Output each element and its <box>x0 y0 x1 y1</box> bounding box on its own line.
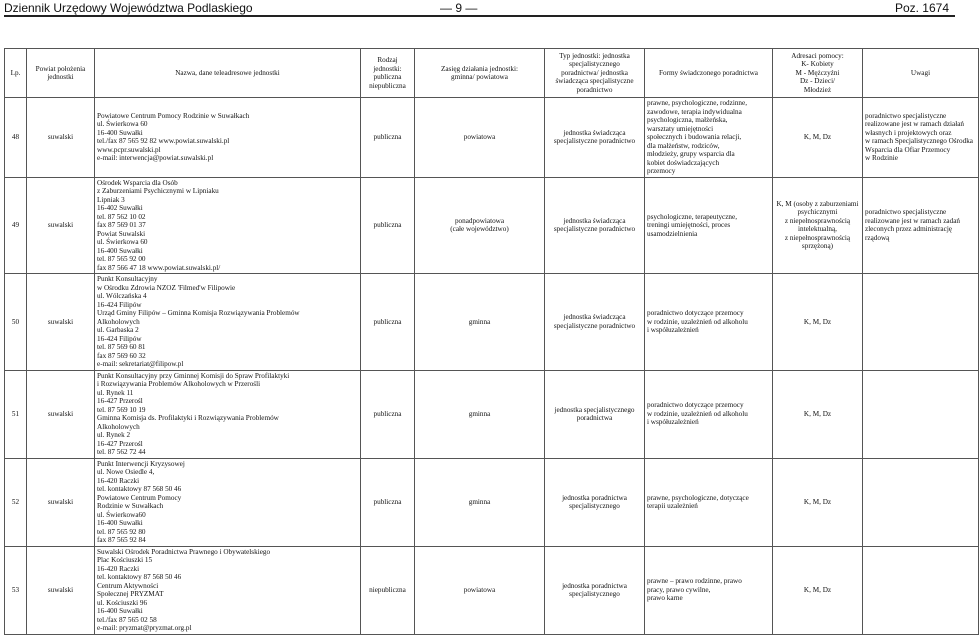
cell-typ: jednostka poradnictwa specjalistycznego <box>545 546 645 634</box>
table-row <box>5 177 979 274</box>
col-header-adresaci: Adresaci pomocy: K- Kobiety M - Mężczyźni Dz - Dzieci/ Młodzież <box>773 49 863 98</box>
cell-formy: prawne – prawo rodzinne, prawo pracy, prawo cywilne, prawo karne <box>645 546 773 634</box>
cell-uwagi <box>863 274 979 371</box>
cell-zasieg: gminna <box>415 274 545 371</box>
table-header-row <box>5 49 979 98</box>
cell-adresaci: K, M, Dz <box>773 458 863 546</box>
cell-lp: 53 <box>5 546 27 634</box>
col-header-powiat: Powiat położenia jednostki <box>27 49 95 98</box>
cell-lp: 52 <box>5 458 27 546</box>
table-row <box>5 546 979 634</box>
cell-uwagi <box>863 458 979 546</box>
col-header-zasieg: Zasięg działania jednostki: gminna/ powiatowa <box>415 49 545 98</box>
cell-powiat: suwalski <box>27 98 95 178</box>
cell-uwagi: poradnictwo specjalistyczne realizowane jest w ramach działań własnych i projektowych oraz w ramach Specjalistycznego Ośrodka Wsparcia dla Ofiar Przemocy w Rodzinie <box>863 98 979 178</box>
cell-formy: psychologiczne, terapeutyczne, treningi umiejętności, proces usamodzielnienia <box>645 177 773 274</box>
cell-rodzaj: publiczna <box>361 98 415 178</box>
cell-typ: jednostka świadcząca specjalistyczne poradnictwo <box>545 98 645 178</box>
table-row <box>5 98 979 178</box>
cell-adresaci: K, M, Dz <box>773 370 863 458</box>
col-header-name: Nazwa, dane teleadresowe jednostki <box>95 49 361 98</box>
cell-uwagi <box>863 370 979 458</box>
col-header-lp: Lp. <box>5 49 27 98</box>
cell-uwagi <box>863 546 979 634</box>
cell-zasieg: powiatowa <box>415 546 545 634</box>
cell-adresaci: K, M, Dz <box>773 274 863 371</box>
cell-lp: 51 <box>5 370 27 458</box>
col-header-typ: Typ jednostki: jednostka specjalistycznego poradnictwa/ jednostka świadcząca specjalistyczne poradnictwo <box>545 49 645 98</box>
cell-powiat: suwalski <box>27 370 95 458</box>
cell-rodzaj: publiczna <box>361 274 415 371</box>
col-header-rodzaj: Rodzaj jednostki: publiczna niepubliczna <box>361 49 415 98</box>
cell-powiat: suwalski <box>27 458 95 546</box>
cell-zasieg: gminna <box>415 370 545 458</box>
cell-typ: jednostka świadcząca specjalistyczne poradnictwo <box>545 274 645 371</box>
cell-typ: jednostka poradnictwa specjalistycznego <box>545 458 645 546</box>
table-row <box>5 370 979 458</box>
cell-name: Ośrodek Wsparcia dla Osób z Zaburzeniami Psychicznymi w Lipniaku Lipniak 3 16-402 Suwałki tel. 87 562 10 02 fax 87 569 01 37 Powiat Suwalski ul. Świerkowa 60 16-400 Suwałki tel. 87 565 92 00 fax 87 566 47 18 www.powiat.suwalski.pl/ <box>95 177 361 274</box>
cell-zasieg: gminna <box>415 458 545 546</box>
cell-name: Punkt Interwencji Kryzysowej ul. Nowe Osiedle 4, 16-420 Raczki tel. kontaktowy 87 568 50 46 Powiatowe Centrum Pomocy Rodzinie w Suwałkach ul. Świerkowa60 16-400 Suwałki tel. 87 565 92 80 fax 87 565 92 84 <box>95 458 361 546</box>
table-row <box>5 274 979 371</box>
journal-title: Dziennik Urzędowy Województwa Podlaskiego <box>4 1 253 15</box>
cell-formy: poradnictwo dotyczące przemocy w rodzinie, uzależnień od alkoholu i współuzależnień <box>645 274 773 371</box>
cell-rodzaj: publiczna <box>361 458 415 546</box>
cell-name: Punkt Konsultacyjny w Ośrodku Zdrowia NZOZ 'Filmed'w Filipowie ul. Wólczańska 4 16-424 Filipów Urząd Gminy Filipów – Gminna Komisja Rozwiązywania Problemów Alkoholowych ul. Garbaska 2 16-424 Filipów tel. 87 569 60 81 fax 87 569 60 32 e-mail: sekretariat@filipow.pl <box>95 274 361 371</box>
position-number: Poz. 1674 <box>894 1 949 15</box>
cell-zasieg: powiatowa <box>415 98 545 178</box>
cell-powiat: suwalski <box>27 274 95 371</box>
cell-name: Punkt Konsultacyjny przy Gminnej Komisji do Spraw Profilaktyki i Rozwiązywania Problemów Alkoholowych w Przerośli ul. Rynek 11 16-427 Przerośl tel. 87 569 10 19 Gminna Komisja ds. Profilaktyki i Rozwiązywania Problemów Alkoholowych ul. Rynek 2 16-427 Przerośl tel. 87 562 72 44 <box>95 370 361 458</box>
cell-powiat: suwalski <box>27 546 95 634</box>
cell-name: Powiatowe Centrum Pomocy Rodzinie w Suwałkach ul. Świerkowa 60 16-400 Suwałki tel./fax 87 565 92 82 www.powiat.suwalski.pl www.pcpr.suwalski.pl e-mail: interwencja@powiat.suwalski.pl <box>95 98 361 178</box>
cell-formy: poradnictwo dotyczące przemocy w rodzinie, uzależnień od alkoholu i współuzależnień <box>645 370 773 458</box>
table-row <box>5 458 979 546</box>
cell-name: Suwalski Ośrodek Poradnictwa Prawnego i Obywatelskiego Plac Kościuszki 15 16-420 Raczki tel. kontaktowy 87 568 50 46 Centrum Aktywności Społecznej PRYZMAT ul. Kościuszki 96 16-400 Suwałki tel./fax 87 565 02 58 e-mail: pryzmat@pryzmat.org.pl <box>95 546 361 634</box>
cell-zasieg: ponadpowiatowa (całe województwo) <box>415 177 545 274</box>
cell-uwagi: poradnictwo specjalistyczne realizowane jest w ramach zadań zleconych przez administrację rządową <box>863 177 979 274</box>
col-header-formy: Formy świadczonego poradnictwa <box>645 49 773 98</box>
cell-powiat: suwalski <box>27 177 95 274</box>
cell-rodzaj: niepubliczna <box>361 546 415 634</box>
cell-rodzaj: publiczna <box>361 370 415 458</box>
col-header-uwagi: Uwagi <box>863 49 979 98</box>
cell-rodzaj: publiczna <box>361 177 415 274</box>
institutions-table <box>4 48 979 635</box>
cell-adresaci: K, M, Dz <box>773 98 863 178</box>
cell-typ: jednostka specjalistycznego poradnictwa <box>545 370 645 458</box>
page-number: — 9 — <box>440 1 478 15</box>
cell-formy: prawne, psychologiczne, dotyczące terapii uzależnień <box>645 458 773 546</box>
cell-adresaci: K, M (osoby z zaburzeniami psychicznymi z niepełnosprawnością intelektualną, z niepełnosprawnością sprzężoną) <box>773 177 863 274</box>
cell-formy: prawne, psychologiczne, rodzinne, zawodowe, terapia indywidualna psychologiczna, małżeńska, warsztaty umiejętności społecznych i budowania relacji, dla małżeństw, rodziców, młodzieży, grupy wsparcia dla kobiet doświadczających przemocy <box>645 98 773 178</box>
header-rule <box>4 15 955 17</box>
cell-lp: 50 <box>5 274 27 371</box>
cell-lp: 49 <box>5 177 27 274</box>
cell-lp: 48 <box>5 98 27 178</box>
cell-typ: jednostka świadcząca specjalistyczne poradnictwo <box>545 177 645 274</box>
cell-adresaci: K, M, Dz <box>773 546 863 634</box>
